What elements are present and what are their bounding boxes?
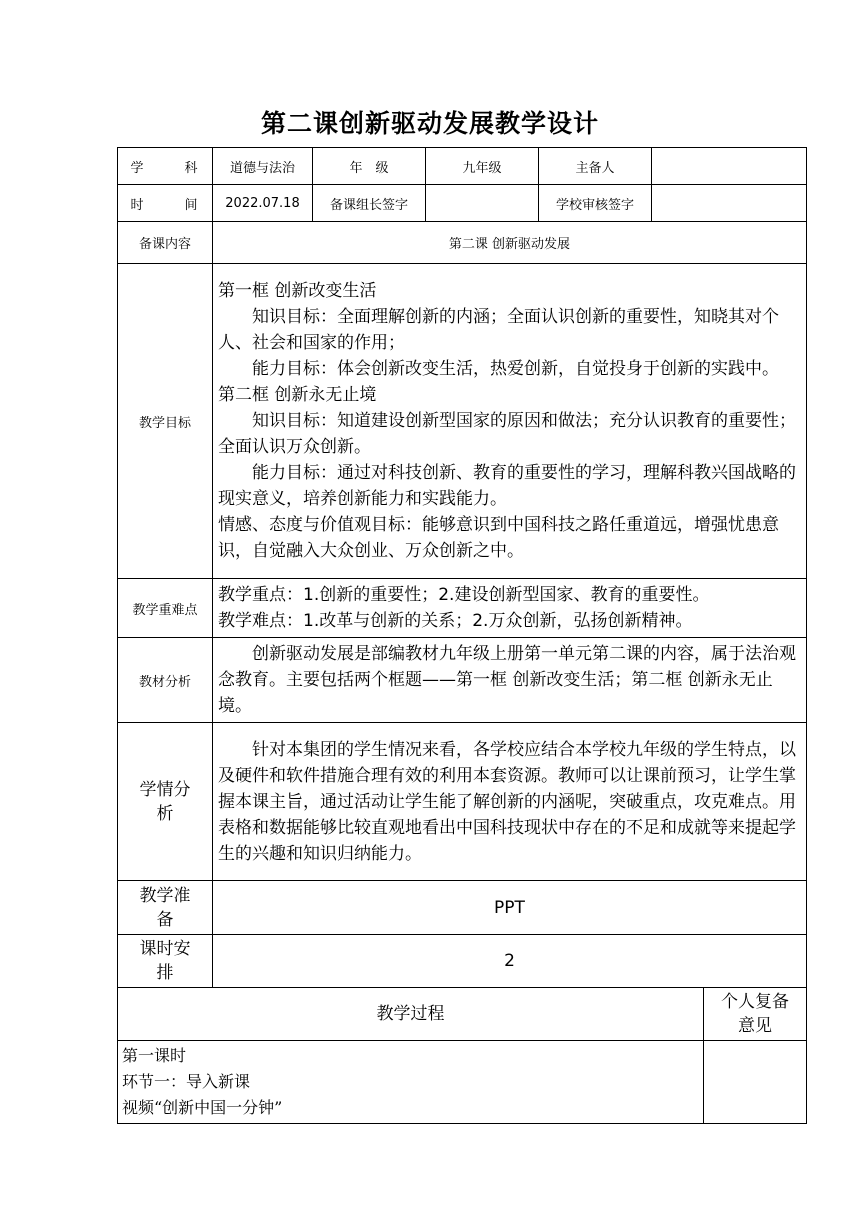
- time-value: 2022.07.18: [213, 185, 313, 222]
- objective-line: 第一框 创新改变生活: [218, 281, 377, 301]
- objectives-label: 教学目标: [118, 264, 213, 579]
- objective-line: 能力目标：体会创新改变生活，热爱创新，自觉投身于创新的实践中。: [252, 359, 779, 379]
- key-point-line: 教学难点：1.改革与创新的关系；2.万众创新，弘扬创新精神。: [218, 611, 693, 631]
- process-label: 教学过程: [118, 988, 704, 1041]
- key-points-label: 教学重难点: [118, 579, 213, 638]
- schedule-label: 课时安排: [118, 935, 213, 988]
- preparation-label: 教学准备: [118, 881, 213, 935]
- school-review-sign-value: [652, 185, 807, 222]
- schedule-row: [118, 935, 807, 988]
- content-label: 备课内容: [118, 222, 213, 264]
- header-row-1: [118, 148, 807, 185]
- process-line: 环节一：导入新课: [122, 1072, 251, 1091]
- process-body: [118, 1041, 704, 1124]
- process-body-row: [118, 1041, 807, 1124]
- grade-value: 九年级: [426, 148, 539, 185]
- process-line: 视频“创新中国一分钟”: [122, 1098, 283, 1117]
- document-title: 第二课创新驱动发展教学设计: [260, 109, 599, 138]
- process-line: 第一课时: [122, 1046, 187, 1065]
- opinion-body: [704, 1041, 807, 1124]
- schedule-value: 2: [213, 935, 807, 988]
- students-body: [213, 723, 807, 881]
- process-header-row: [118, 988, 807, 1041]
- objective-line: 情感、态度与价值观目标：能够意识到中国科技之路任重道远，增强忧患意识，自觉融入大众创业、万众创新之中。: [218, 515, 779, 561]
- header-row-2: [118, 185, 807, 222]
- subject-value: 道德与法治: [213, 148, 313, 185]
- opinion-label: 个人复备意见: [704, 988, 807, 1041]
- key-point-line: 教学重点：1.创新的重要性；2.建设创新型国家、教育的重要性。: [218, 585, 710, 605]
- objectives-body: [213, 264, 807, 579]
- material-text: 创新驱动发展是部编教材九年级上册第一单元第二课的内容，属于法治观念教育。主要包括两个框题——第一框 创新改变生活；第二框 创新永无止境。: [218, 644, 796, 716]
- preparer-value: [652, 148, 807, 185]
- students-text: 针对本集团的学生情况来看，各学校应结合本学校九年级的学生特点，以及硬件和软件措施合理有效的利用本套资源。教师可以让课前预习，让学生掌握本课主旨，通过活动让学生能了解创新的内涵呢，突破重点，攻克难点。用表格和数据能够比较直观地看出中国科技现状中存在的不足和成就等来提起学生的兴趣和知识归纳能力。: [218, 739, 796, 864]
- lesson-plan-table: [117, 147, 807, 1124]
- content-row: [118, 222, 807, 264]
- objectives-row: [118, 264, 807, 579]
- group-leader-sign-value: [426, 185, 539, 222]
- content-value: 第二课 创新驱动发展: [213, 222, 807, 264]
- time-label: 时 间: [118, 185, 213, 222]
- objective-line: 知识目标：全面理解创新的内涵；全面认识创新的重要性，知晓其对个人、社会和国家的作用；: [218, 307, 779, 353]
- school-review-sign-label: 学校审核签字: [539, 185, 652, 222]
- key-points-row: [118, 579, 807, 638]
- objective-line: 能力目标：通过对科技创新、教育的重要性的学习，理解科教兴国战略的现实意义，培养创新能力和实践能力。: [218, 463, 796, 509]
- preparation-value: PPT: [213, 881, 807, 935]
- group-leader-sign-label: 备课组长签字: [313, 185, 426, 222]
- students-label: 学情分析: [118, 723, 213, 881]
- students-row: [118, 723, 807, 881]
- objective-line: 第二框 创新永无止境: [218, 385, 377, 405]
- preparation-row: [118, 881, 807, 935]
- preparer-label: 主备人: [539, 148, 652, 185]
- material-body: [213, 638, 807, 723]
- grade-label: 年 级: [313, 148, 426, 185]
- material-label: 教材分析: [118, 638, 213, 723]
- material-row: [118, 638, 807, 723]
- key-points-body: [213, 579, 807, 638]
- subject-label: 学 科: [118, 148, 213, 185]
- objective-line: 知识目标：知道建设创新型国家的原因和做法；充分认识教育的重要性；全面认识万众创新。: [218, 411, 796, 457]
